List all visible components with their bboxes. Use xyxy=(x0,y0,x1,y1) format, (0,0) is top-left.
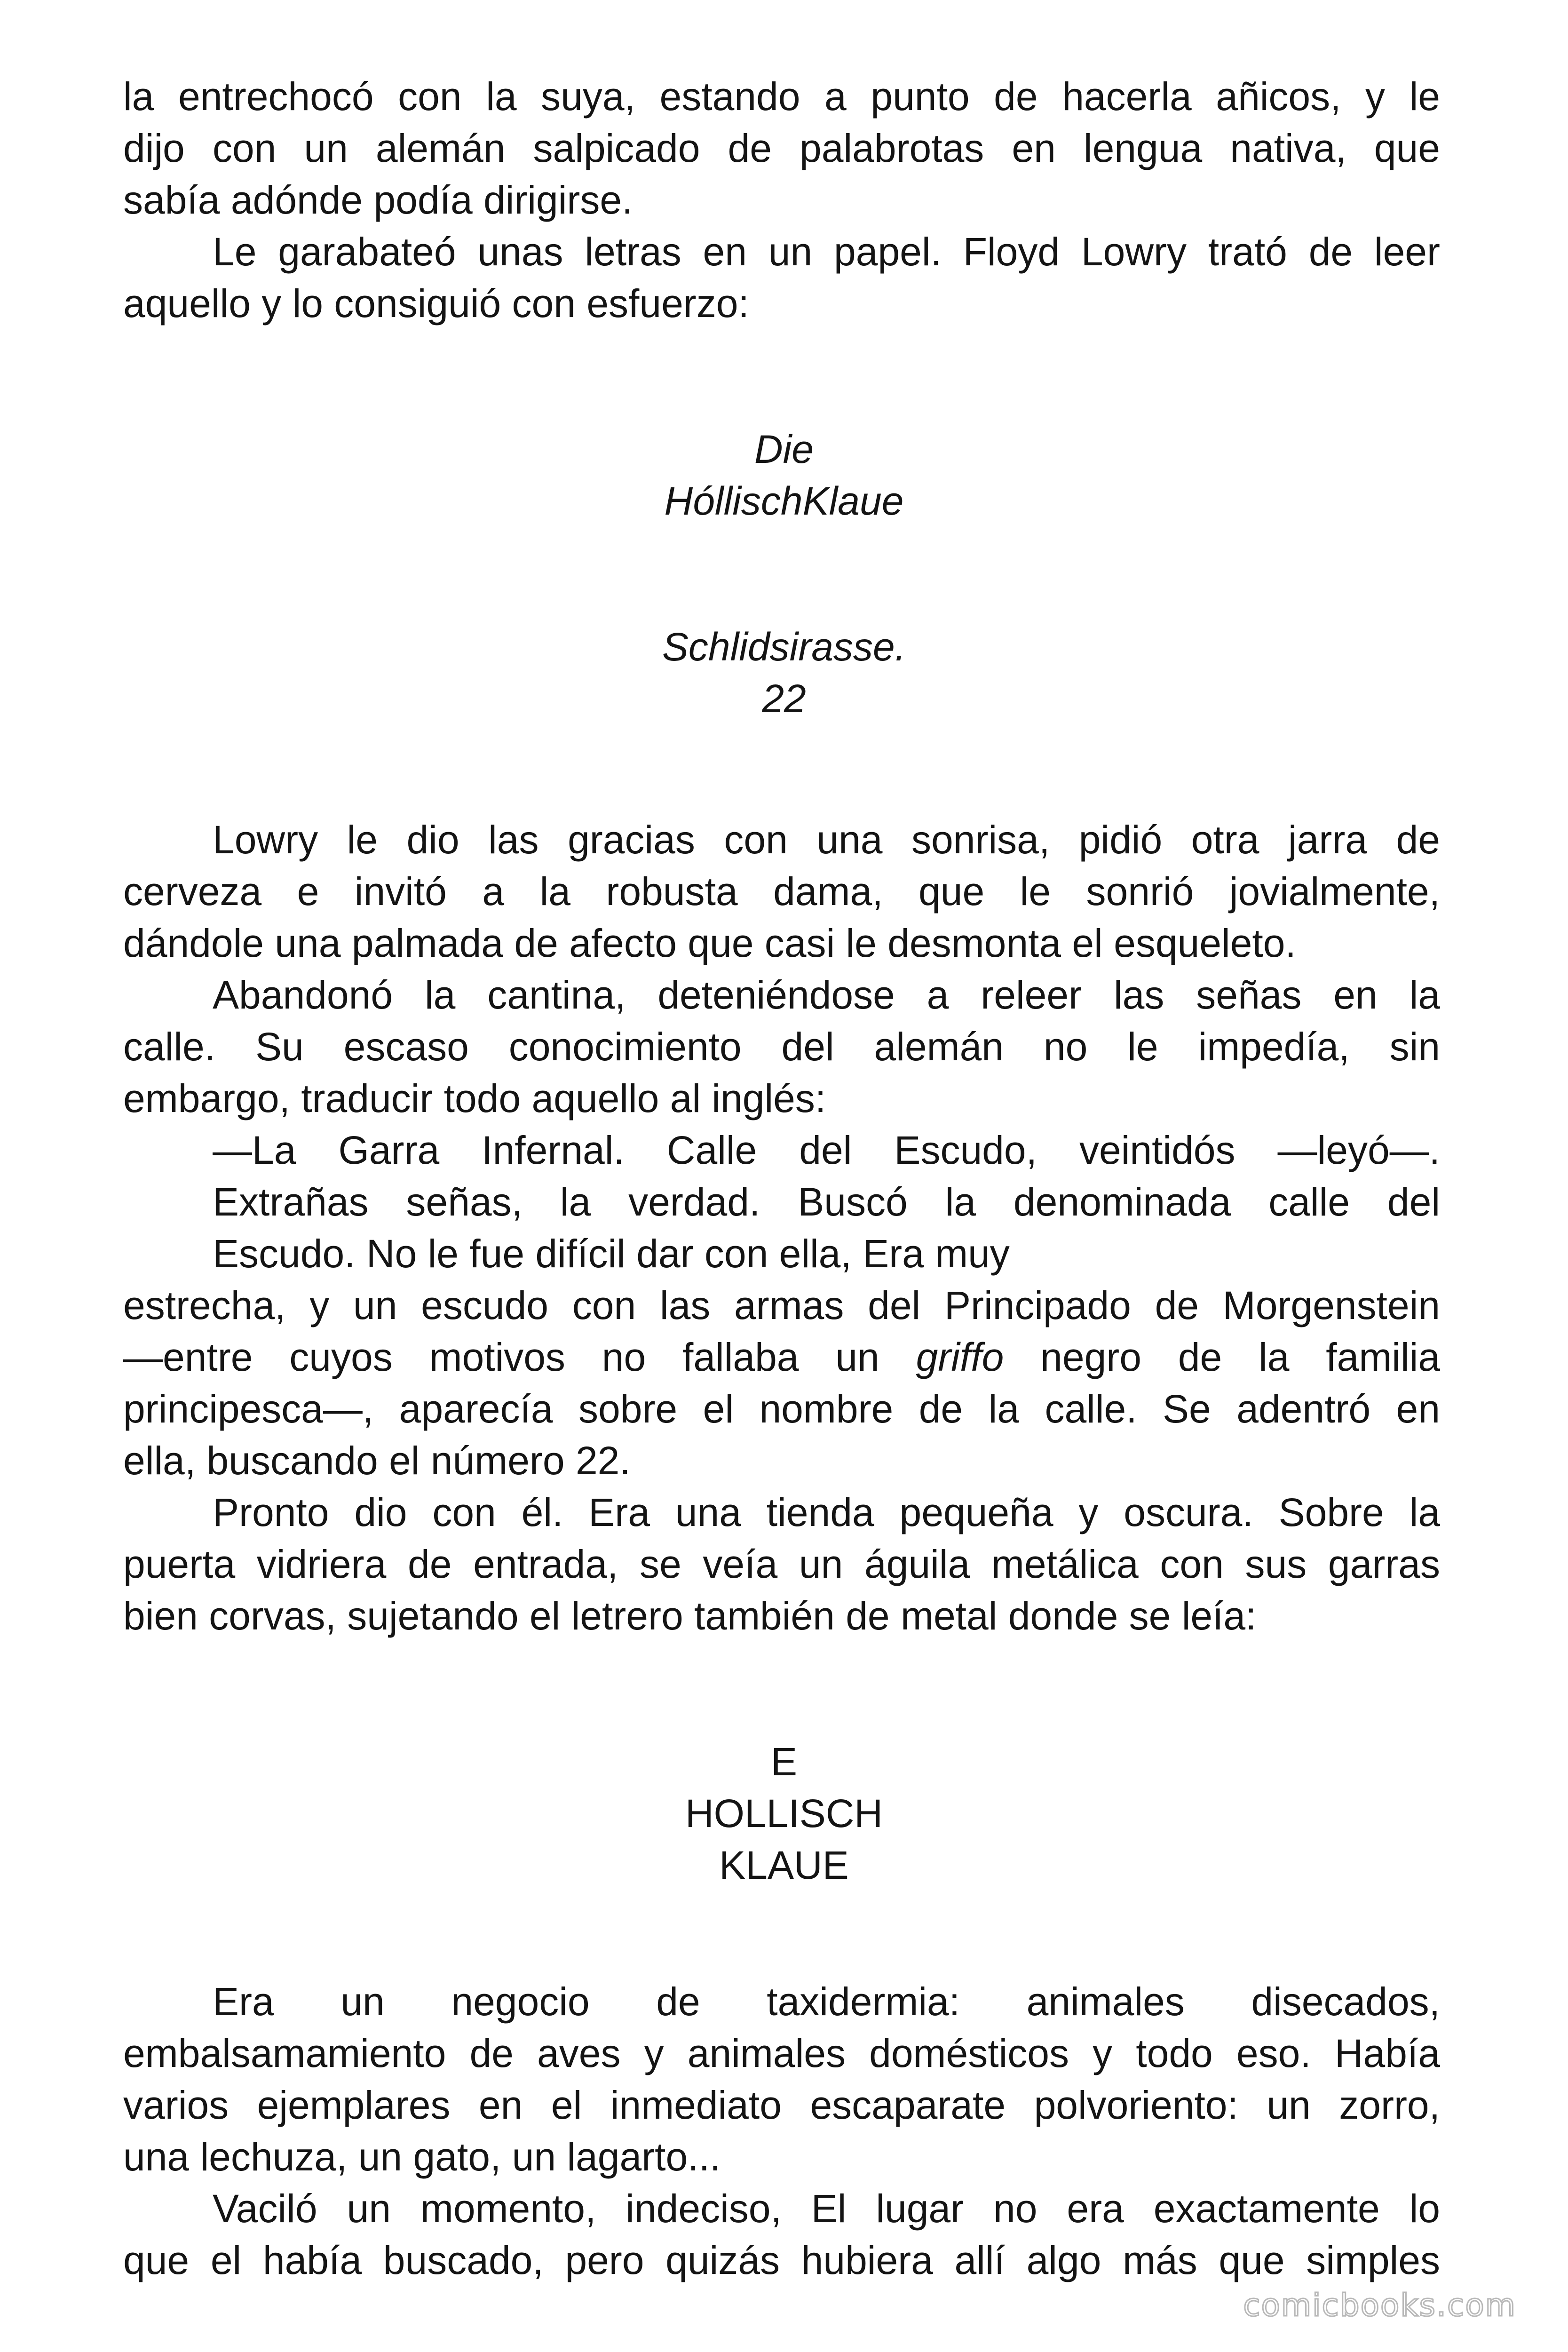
watermark: comicbooks.com xyxy=(1243,2287,1516,2323)
italic-word: griffo xyxy=(916,1335,1004,1379)
text-line: embargo, traducir todo aquello al inglés: xyxy=(123,1076,826,1120)
text-line: Le garabateó unas letras en un papel. Floyd Lowry trató de leer xyxy=(213,230,1440,274)
paragraph-3 xyxy=(123,814,1440,969)
text-line: Pronto dio con él. Era una tienda pequeña y oscura. Sobre la xyxy=(213,1490,1440,1534)
handwritten-note-name xyxy=(0,423,1568,527)
paragraph-8 xyxy=(123,1976,1440,2183)
text-line: Vaciló un momento, indeciso, El lugar no era exactamente lo xyxy=(213,2186,1440,2231)
paragraph-6 xyxy=(123,1279,1440,1486)
text-line: —La Garra Infernal. Calle del Escudo, veintidós —leyó—. xyxy=(213,1128,1440,1172)
text-line: embalsamamiento de aves y animales domésticos y todo eso. Había xyxy=(123,2031,1440,2075)
sign-line: HOLLISCH xyxy=(685,1791,883,1836)
paragraph-7 xyxy=(123,1486,1440,1642)
text-line: varios ejemplares en el inmediato escaparate polvoriento: un zorro, xyxy=(123,2083,1440,2127)
text-line: dándole una palmada de afecto que casi le desmonta el esqueleto. xyxy=(123,921,1296,965)
text-line: estrecha, y un escudo con las armas del Principado de Morgenstein xyxy=(123,1283,1440,1327)
text-line: sabía adónde podía dirigirse. xyxy=(123,178,633,222)
text-segment: negro de la familia xyxy=(1004,1335,1440,1379)
text-line: una lechuza, un gato, un lagarto... xyxy=(123,2135,721,2179)
handwritten-note-address xyxy=(0,621,1568,724)
sign-line: E xyxy=(770,1740,798,1784)
text-line: Abandonó la cantina, deteniéndose a releer las señas en la xyxy=(213,973,1440,1017)
text-line: Extrañas señas, la verdad. Buscó la denominada calle del xyxy=(213,1180,1440,1224)
text-line: dijo con un alemán salpicado de palabrotas en lengua nativa, que xyxy=(123,126,1440,170)
paragraph-4 xyxy=(123,969,1440,1124)
text-line: bien corvas, sujetando el letrero también de metal donde se leía: xyxy=(123,1594,1257,1638)
text-line: Era un negocio de taxidermia: animales disecados, xyxy=(213,1979,1440,2024)
text-segment: —entre cuyos motivos no fallaba un xyxy=(123,1335,916,1379)
text-line: principesca—, aparecía sobre el nombre de la calle. Se adentró en xyxy=(123,1387,1440,1431)
paragraph-9 xyxy=(123,2183,1440,2286)
text-line xyxy=(123,1331,1440,1383)
text-line: Escudo. No le fue difícil dar con ella, Era muy xyxy=(213,1232,1010,1276)
sign-line: KLAUE xyxy=(719,1843,849,1887)
text-line: puerta vidriera de entrada, se veía un águila metálica con sus garras xyxy=(123,1542,1440,1586)
text-line: cerveza e invitó a la robusta dama, que le sonrió jovialmente, xyxy=(123,869,1440,914)
note-line: Die xyxy=(754,427,814,471)
shop-sign-text xyxy=(0,1736,1568,1891)
text-line: ella, buscando el número 22. xyxy=(123,1438,631,1483)
text-line: calle. Su escaso conocimiento del alemán no le impedía, sin xyxy=(123,1025,1440,1069)
paragraph-2 xyxy=(123,226,1440,329)
paragraph-1 xyxy=(123,71,1440,226)
text-line: aquello y lo consiguió con esfuerzo: xyxy=(123,281,749,326)
paragraph-5 xyxy=(123,1124,1440,1279)
text-line: Lowry le dio las gracias con una sonrisa, pidió otra jarra de xyxy=(213,818,1440,862)
text-line: la entrechocó con la suya, estando a punto de hacerla añicos, y le xyxy=(123,74,1440,119)
text-line: que el había buscado, pero quizás hubiera allí algo más que simples xyxy=(123,2238,1440,2282)
note-line: 22 xyxy=(762,676,806,721)
note-line: Schlidsirasse. xyxy=(662,625,906,669)
note-line: HóllischKlaue xyxy=(664,479,904,523)
